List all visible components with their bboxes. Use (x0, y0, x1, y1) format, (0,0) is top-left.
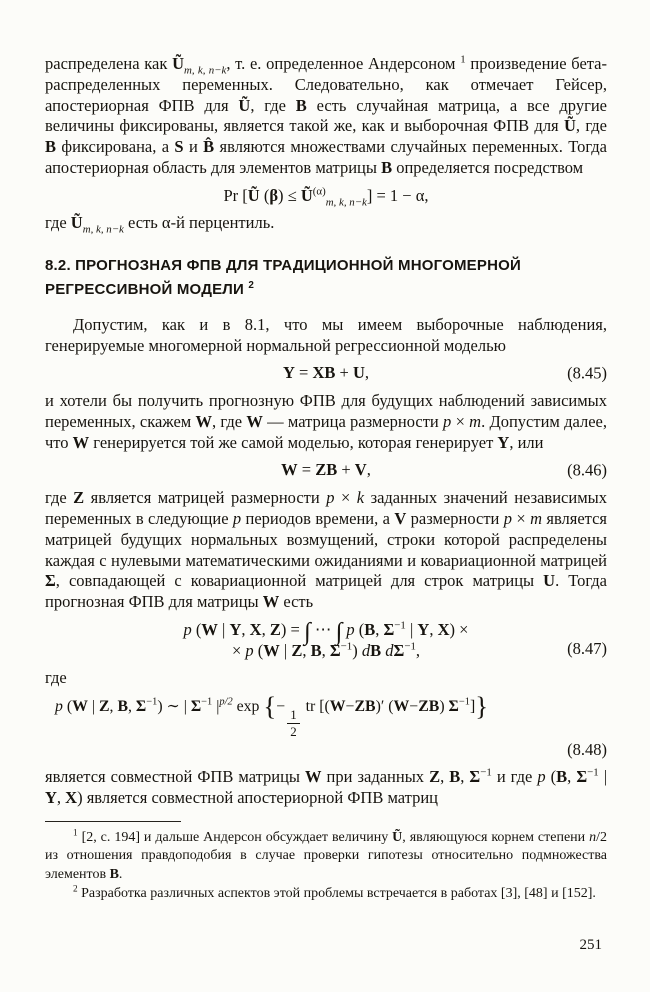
equation-847-number: (8.47) (567, 638, 607, 658)
where-percentile-line: где $Ũ_{m, k, n-k}$ есть α-й перцентиль. (45, 213, 275, 236)
equation-847-line2: × p (W | Z, B, $\Sigma^{-1}$) dB $d\Sigma^{-1}$, (231, 640, 421, 660)
paragraph-z-matrix: где Z является матрицей размерности p × k заданных значений независимых переменных в следующие p периодов времени, а V размерности p × m является матрицей будущих нормальных возмущений, строки которой распределены каждая с нулевыми математическими ожиданиями и ковариационной матрицей Σ, совпадающей с ковариационной матрицей для строк матрицы U. Тогда прогнозная ФПВ для матрицы W есть (45, 488, 607, 612)
equation-847-line1: p (W | Y, X, Z) = ∫ ⋯ ∫ p (B, $\Sigma^{-1}$ | Y, X) × (183, 618, 469, 646)
paragraph-forecast-pdf: и хотели бы получить прогнозную ФПВ для будущих наблюдений зависимых переменных, скажем W, где W — матрица размерности p × m. Допустим далее, что W генерируется той же самой моделью, которая генерирует Y, или (45, 391, 608, 452)
equation-848-number: (8.48) (567, 740, 607, 760)
section-heading-line1: 8.2. ПРОГНОЗНАЯ ФПВ ДЛЯ ТРАДИЦИОННОЙ МНОГОМЕРНОЙ (45, 257, 521, 275)
paragraph-joint-pdf: является совместной ФПВ матрицы W при заданных Z, B, $\Sigma^{-1}$ и где p (B, $\Sigma^{-1}$ | Y, X) является совместной апостериорной ФПВ матриц (45, 766, 608, 808)
equation-pr-body: Pr [Ũ $(\beta) \le Ũ^{(\alpha)}_{m, k, n-k}] = 1 - \alpha$, (223, 185, 429, 208)
paragraph-assume: Допустим, как и в 8.1, что мы имеем выборочные наблюдения, генерируемые многомерной нормальной регрессионной моделью (45, 314, 607, 355)
footnote-1: $^1$ [2, с. 194] и дальше Андерсон обсуждает величину Ũ, являющуюся корнем степени n/2 из отношения правдоподобия в случае проверки гипотезы относительно подмножества элементов B. (45, 827, 607, 883)
equation-845-body: Y = XB + U, (282, 363, 369, 383)
paragraph-continuation-anderson: распределена как $Ũ_{m, k, n-k}$, т. е. определенное Андерсоном $^1$ произведение бета-распределенных переменных. Следовательно, как отмечает Гейсер, апостериорная ФПВ для Ũ, где B есть случайная матрица, а все другие величины фиксированы, является такой же, как и выборочная ФПВ для Ũ, где B фиксирована, а S и B̂ являются множествами случайных переменных. Тогда апостериорная область для элементов матрицы B определяется посредством (45, 53, 607, 177)
equation-846-body: W = ZB + V, (281, 460, 371, 480)
equation-845 (45, 363, 607, 384)
section-heading-line2: РЕГРЕССИВНОЙ МОДЕЛИ $^2$ (45, 279, 255, 298)
where-word-line: где (45, 668, 67, 688)
equation-847 (45, 620, 607, 662)
footnote-divider (45, 821, 181, 822)
page-number: 251 (579, 937, 602, 953)
section-heading-8-2 (45, 254, 607, 301)
equation-846-number: (8.46) (567, 460, 607, 480)
equation-846 (45, 460, 607, 481)
footnote-2: $^2$ Разработка различных аспектов этой проблемы встречается в работах [3], [48] и [152]. (73, 882, 596, 901)
equation-pr-percentile (45, 186, 607, 207)
equation-848-body: p (W | Z, B, $\Sigma^{-1}$) ∼ | $\Sigma^{-1}$ $|^{p/2}$ exp {− $\frac{1}{2}$ tr [(W−ZB)′ (W−ZB) $\Sigma^{-1}$]} (55, 691, 489, 739)
equation-845-number: (8.45) (567, 363, 607, 383)
